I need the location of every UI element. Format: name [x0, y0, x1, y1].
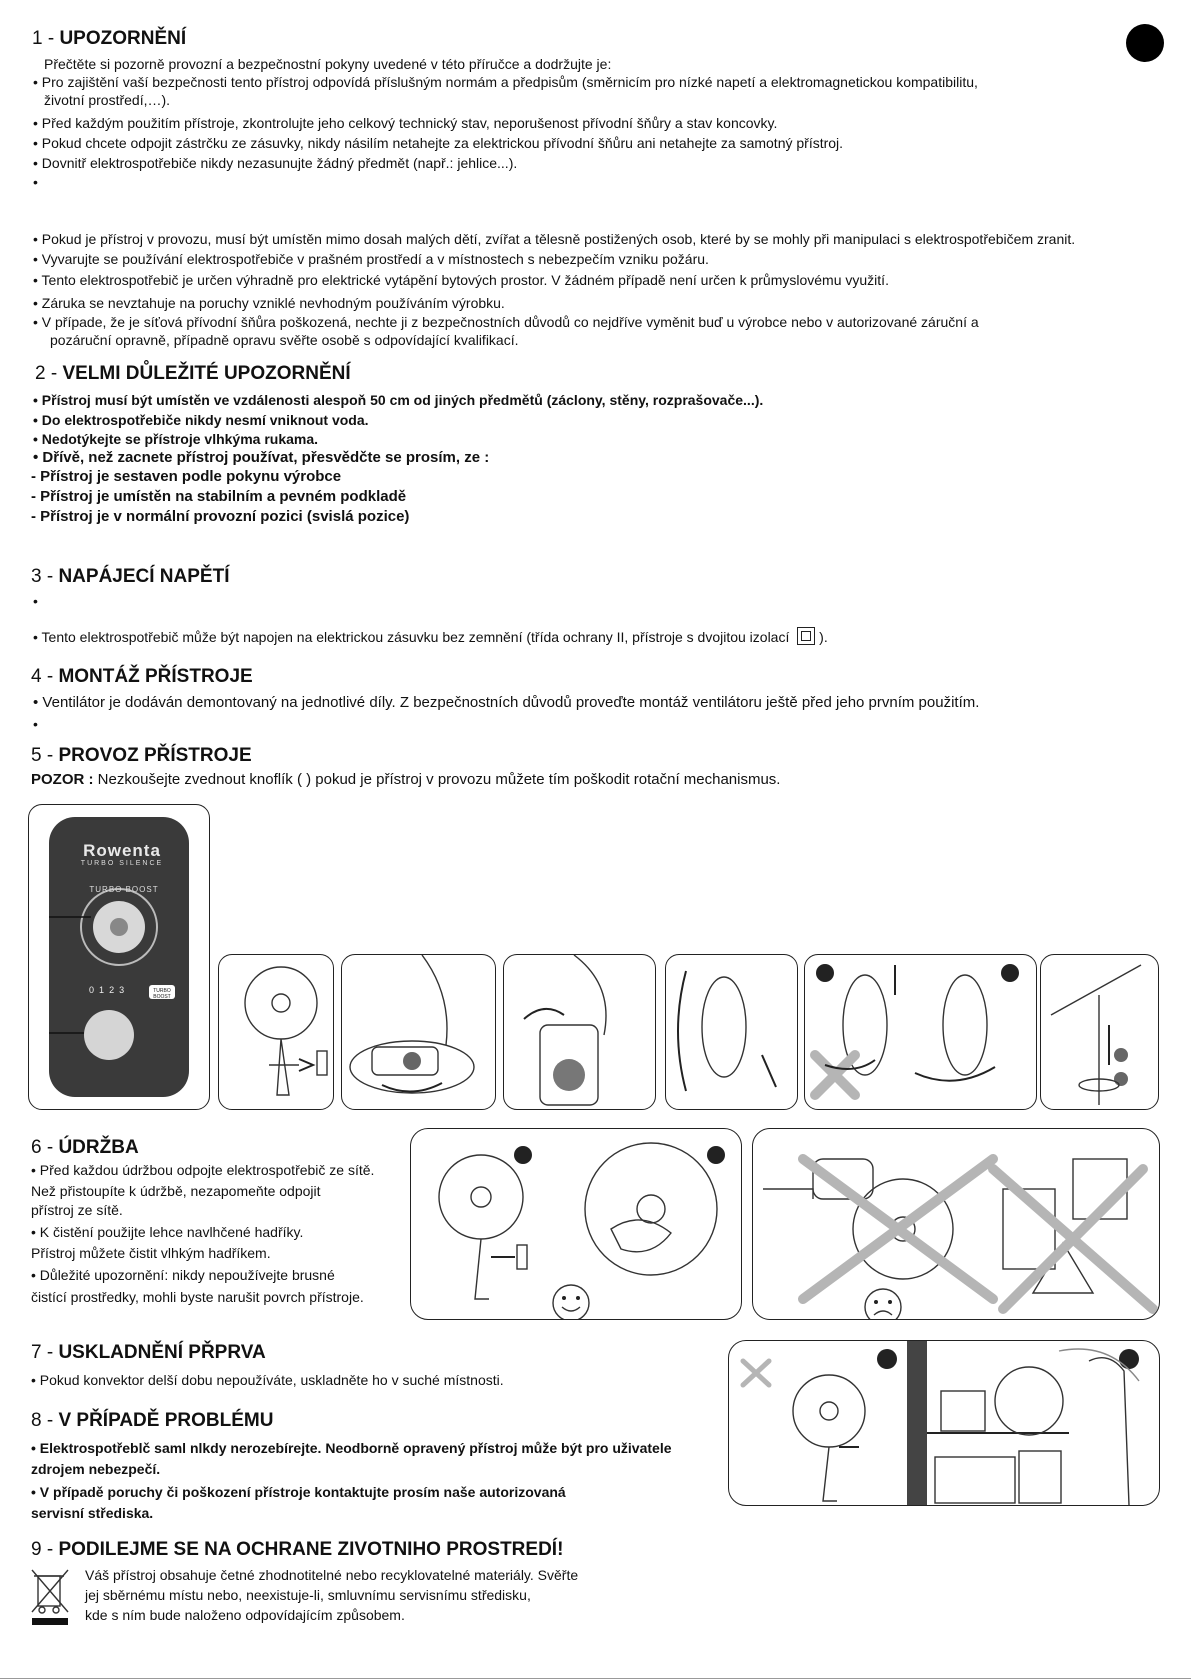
s2-dash-2: - Přístroj je umístěn na stabilním a pevném podkladě [31, 488, 407, 505]
turbo-boost-label: TURBO BOOST [89, 885, 159, 894]
s1-bullet-2: • Před každým použitím přístroje, zkontrolujte jeho celkový technický stav, neporušenost přívodní šňůry a stav koncovky. [33, 115, 778, 131]
s6-line-6: • Důležité upozornění: nikdy nepoužívejte brusné [31, 1267, 335, 1283]
section-1-title: 1 - UPOZORNĚNÍ [32, 28, 187, 49]
s1-bullet-10: • V případe, že je síťová přívodní šňůra poškozená, nechte ji z bezpečnostních důvodů co nejdříve vyměnit buď u výrobce nebo v autorizované záruční a [33, 314, 979, 330]
s1-bullet-4: • Dovnitř elektrospotřebiče nikdy nezasunujte žádný předmět (např.: jehlice...). [33, 155, 518, 171]
section-7-title: 7 - USKLADNĚNÍ PŘPRVA [31, 1342, 266, 1363]
s1-intro: Přečtěte si pozorně provozní a bezpečnostní pokyny uvedené v této příručce a dodržujte je: [44, 56, 612, 72]
s6-line-2: Než přistoupíte k údržbě, nezapomeňte odpojit [31, 1183, 321, 1199]
step-fix-head [804, 954, 1037, 1110]
double-insulation-icon [797, 627, 815, 645]
s6-line-1: • Před každou údržbou odpojte elektrospotřebič ze sítě. [31, 1162, 375, 1178]
s2-bullet-1: • Přístroj musí být umístěn ve vzdálenosti alespoň 50 cm od jiných předmětů (záclony, stěny, rozprašovače...). [33, 392, 764, 408]
section-8-title: 8 - V PŘÍPADĚ PROBLÉMU [31, 1410, 274, 1431]
s6-line-4: • K čistění použijte lehce navlhčené hadříky. [31, 1224, 304, 1240]
step-knob [503, 954, 656, 1110]
s8-line-3: • V případě poruchy či poškození přístroje kontaktujte prosím naše autorizovaná [31, 1484, 566, 1500]
s4-bullet-2: • [33, 716, 38, 732]
storage-figure [728, 1340, 1160, 1506]
step-tilt [665, 954, 798, 1110]
s2-dash-3: - Přístroj je v normální provozní pozici (svislá pozice) [31, 508, 410, 525]
section-4-title: 4 - MONTÁŽ PŘÍSTROJE [31, 666, 253, 687]
section-5-title: 5 - PROVOZ PŘÍSTROJE [31, 745, 252, 766]
s3-bullet-2: • Tento elektrospotřebič může být napojen na elektrickou zásuvku bez zemnění (třída ochrany II, přístroje s dvojitou izolací ). [33, 629, 828, 645]
brand-subtitle: TURBO SILENCE [80, 860, 164, 867]
s9-line-3: kde s ním bude naloženo odpovídajícím způsobem. [85, 1607, 405, 1623]
s3-bullet-1: • [33, 593, 38, 609]
speed-scale: 0 1 2 3 [89, 985, 125, 995]
s7-bullet-1: • Pokud konvektor delší dobu nepoužíváte, uskladněte ho v suché místnosti. [31, 1372, 504, 1388]
turbo-badge: TURBO BOOST [153, 988, 171, 1000]
section-6-title: 6 - ÚDRŽBA [31, 1137, 139, 1158]
step-height [1040, 954, 1159, 1110]
section-3-title: 3 - NAPÁJECÍ NAPĚTÍ [31, 566, 230, 587]
s9-line-2: jej sběrnému místu nebo, neexistuje-li, smluvnímu servisnímu středisku, [85, 1587, 531, 1603]
page-bottom-rule [0, 1678, 1191, 1679]
s4-bullet-1: • Ventilátor je dodáván demontovaný na jednotlivé díly. Z bezpečnostních důvodů proveďte montáž ventilátoru ještě před jeho prvním použitím. [33, 694, 980, 711]
s1-bullet-3: • Pokud chcete odpojit zástrčku ze zásuvky, nikdy násilím netahejte za elektrickou přívodní šňůru ani netahejte za samotný přístroj. [33, 135, 844, 151]
s1-bullet-8: • Tento elektrospotřebič je určen výhradně pro elektrické vytápění bytových prostor. V žádném případě není určen k průmyslovému využití. [33, 272, 889, 288]
weee-bin-icon [30, 1566, 70, 1626]
s2-dash-1: - Přístroj je sestaven podle pokynu výrobce [31, 468, 342, 485]
s1-bullet-5: • [33, 174, 38, 190]
s9-line-1: Váš přístroj obsahuje četné zhodnotitelné nebo recyklovatelné materiály. Svěřte [85, 1567, 579, 1583]
s8-line-2: zdrojem nebezpečí. [31, 1461, 161, 1477]
maintenance-dont-figure [752, 1128, 1160, 1320]
section-2-title: 2 - VELMI DŮLEŽITÉ UPOZORNĚNÍ [35, 363, 351, 384]
s1-bullet-7: • Vyvarujte se používání elektrospotřebiče v prašném prostředí a v místnostech s nebezpečím vzniku požáru. [33, 251, 709, 267]
step-plug-in [218, 954, 334, 1110]
step-base [341, 954, 496, 1110]
s2-bullet-3: • Nedotýkejte se přístroje vlhkýma rukama. [33, 431, 319, 447]
s1-bullet-1-cont: životní prostředí,…). [44, 92, 171, 108]
page-badge [1126, 24, 1164, 62]
s1-bullet-9: • Záruka se nevztahuje na poruchy vzniklé nevhodným používáním výrobku. [33, 295, 505, 311]
s6-line-7: čistící prostředky, mohli byste narušit povrch přístroje. [31, 1289, 364, 1305]
s1-bullet-6: • Pokud je přístroj v provozu, musí být umístěn mimo dosah malých dětí, zvířat a tělesně postižených osob, které by se mohly při manipulaci s elektrospotřebičem zranit. [33, 231, 1076, 247]
control-panel-figure [28, 804, 210, 1110]
maintenance-do-figure [410, 1128, 742, 1320]
s8-line-1: • Elektrospotřeblč saml nlkdy nerozebírejte. Neodborně opravený přístroj může být pro uživatele [31, 1440, 672, 1456]
s8-line-4: servisní střediska. [31, 1505, 154, 1521]
s1-bullet-1: • Pro zajištění vaší bezpečnosti tento přístroj odpovídá příslušným normám a předpisům (směrnicím pro nízké napetí a elektromagnetickou kompatibilitu, [33, 74, 978, 90]
s6-line-5: Přístroj můžete čistit vlhkým hadříkem. [31, 1245, 271, 1261]
s6-line-3: přístroj ze sítě. [31, 1202, 123, 1218]
section-9-title: 9 - PODILEJME SE NA OCHRANE ZIVOTNIHO PROSTREDÍ! [31, 1539, 564, 1560]
s5-warning: POZOR : Nezkoušejte zvednout knoflík ( ) pokud je přístroj v provozu můžete tím poškodit rotační mechanismus. [31, 771, 781, 788]
s2-bullet-4: • Dřívě, než zacnete přístroj používat, přesvědčte se prosím, ze : [33, 449, 490, 466]
s2-bullet-2: • Do elektrospotřebiče nikdy nesmí vniknout voda. [33, 412, 369, 428]
brand-logo: Rowenta [83, 841, 161, 860]
s1-bullet-10-cont: pozáruční opravně, případně opravu svěřte osobě s odpovídající kvalifikací. [50, 332, 519, 348]
